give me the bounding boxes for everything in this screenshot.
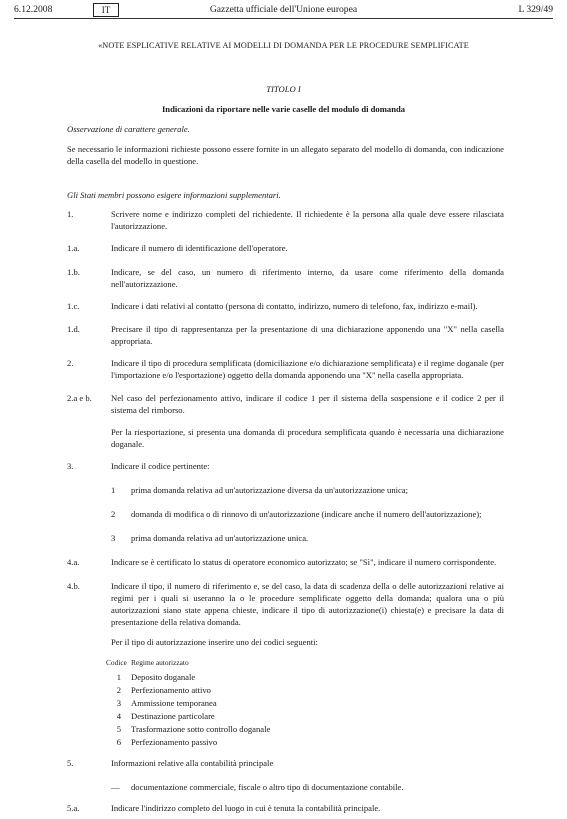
- header-date: 6.12.2008: [14, 4, 53, 15]
- item-text: Indicare, se del caso, un numero di riferimento interno, da usare come riferimento della domanda nell'autorizzazione.: [111, 267, 504, 289]
- table-cell-code: 2: [116, 685, 121, 695]
- item-number: 3.: [67, 461, 74, 471]
- item-number: 1.c.: [67, 301, 80, 311]
- code-number: 3: [111, 533, 116, 543]
- item-text: Per il tipo di autorizzazione inserire uno dei codici seguenti:: [111, 637, 318, 647]
- table-cell-code: 4: [116, 711, 121, 721]
- item-text: Scrivere nome e indirizzo completi del richiedente. Il richiedente è la persona alla quale deve essere rilasciata l'autorizzazione.: [111, 209, 504, 231]
- section-titolo: TITOLO I: [266, 84, 301, 94]
- code-text: prima domanda relativa ad un'autorizzazione diversa da un'autorizzazione unica;: [131, 485, 409, 495]
- item-text: Precisare il tipo di rappresentanza per la presentazione di una dichiarazione apponendo una "X" nella casella appropriata.: [111, 324, 504, 346]
- table-cell-regime: Destinazione particolare: [131, 711, 215, 721]
- table-cell-code: 1: [116, 672, 121, 682]
- language-badge: IT: [93, 3, 119, 17]
- item-text: Indicare il codice pertinente:: [111, 461, 210, 471]
- item-number: 4.a.: [67, 557, 80, 567]
- code-number: 1: [111, 485, 116, 495]
- item-number: 5.a.: [67, 803, 80, 813]
- table-header-code: Codice: [106, 658, 127, 667]
- item-number: 1.d.: [67, 324, 80, 334]
- item-text: Indicare l'indirizzo completo del luogo in cui è tenuta la contabilità principale.: [111, 803, 381, 813]
- item-number: 1.a.: [67, 243, 80, 253]
- journal-title: Gazzetta ufficiale dell'Unione europea: [209, 4, 358, 15]
- item-text: Indicare il tipo di procedura semplificata (domiciliazione e/o dichiarazione semplificata) e il regime doganale (per l'importazione e/o l'esportazione) oggetto della domanda apponendo una "X" nella casella appropriata.: [111, 358, 504, 380]
- item-number: 5.: [67, 758, 74, 768]
- section-heading: Indicazioni da riportare nelle varie caselle del modulo di domanda: [161, 104, 406, 114]
- table-cell-code: 3: [116, 698, 121, 708]
- item-number: 1.b.: [67, 267, 80, 277]
- item-text: Indicare i dati relativi al contatto (persona di contatto, indirizzo, numero di telefono, fax, indirizzo e-mail).: [111, 301, 478, 311]
- table-cell-regime: Perfezionamento passivo: [131, 737, 218, 747]
- code-text: domanda di modifica o di rinnovo di un'autorizzazione (indicare anche il numero dell'autorizzazione);: [131, 509, 482, 519]
- item-text: Nel caso del perfezionamento attivo, indicare il codice 1 per il sistema della sospensione e il codice 2 per il sistema del rimborso.: [111, 393, 504, 415]
- table-header-regime: Regime autorizzato: [131, 658, 189, 667]
- item-number: 4.b.: [67, 581, 80, 591]
- item-number: 2.: [67, 358, 74, 368]
- member-states-note: Gli Stati membri possono esigere informazioni supplementari.: [67, 190, 281, 200]
- page-reference: L 329/49: [518, 4, 553, 15]
- item-text: Indicare il tipo, il numero di riferimento e, se del caso, la data di scadenza della o delle autorizzazioni relative ai regimi per i quali si useranno la o le procedure semplificate oggetto della domanda; qualora una o più autorizzazioni siano state appena chieste, indicare il tipo di autorizzazione(i) chiesta(e) e precisare la data di presentazione della relativa domanda.: [111, 581, 504, 627]
- item-number: 1.: [67, 209, 74, 219]
- header-rule: [14, 18, 553, 19]
- dash-bullet: —: [111, 782, 120, 792]
- code-text: prima domanda relativa ad un'autorizzazione unica.: [131, 533, 309, 543]
- dash-item-text: documentazione commerciale, fiscale o altro tipo di documentazione contabile.: [131, 782, 404, 792]
- table-cell-regime: Deposito doganale: [131, 672, 196, 682]
- item-text: Per la riesportazione, si presenta una domanda di procedura semplificata quando è necessaria una dichiarazione doganale.: [111, 427, 504, 449]
- item-text: Indicare se è certificato lo status di operatore economico autorizzato; se "Sì", indicare il numero corrispondente.: [111, 557, 497, 567]
- code-number: 2: [111, 509, 116, 519]
- table-cell-code: 6: [116, 737, 121, 747]
- table-cell-regime: Trasformazione sotto controllo doganale: [131, 724, 271, 734]
- item-text: Indicare il numero di identificazione dell'operatore.: [111, 243, 288, 253]
- table-cell-regime: Perfezionamento attivo: [131, 685, 211, 695]
- item-text: Informazioni relative alla contabilità principale: [111, 758, 274, 768]
- general-observation-label: Osservazione di carattere generale.: [67, 124, 190, 134]
- general-observation-text: Se necessario le informazioni richieste possono essere fornite in un allegato separato del modello di domanda, con indicazione della casella del modello in questione.: [67, 144, 504, 166]
- item-number: 2.a e b.: [67, 393, 92, 403]
- document-title: «NOTE ESPLICATIVE RELATIVE AI MODELLI DI DOMANDA PER LE PROCEDURE SEMPLIFICATE: [98, 41, 469, 50]
- table-cell-regime: Ammissione temporanea: [131, 698, 217, 708]
- table-cell-code: 5: [116, 724, 121, 734]
